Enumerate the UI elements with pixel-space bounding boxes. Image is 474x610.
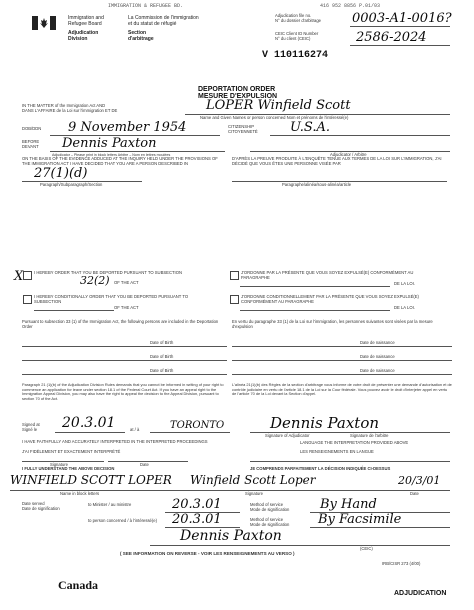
deported-checkbox[interactable] bbox=[23, 271, 32, 280]
to-minister-label: to Minister / au ministre bbox=[88, 502, 132, 507]
signed-label-fr: Signé le bbox=[22, 427, 38, 432]
understand-date-value: 20/3/01 bbox=[398, 474, 441, 487]
ceic-label-fr: N° du client (CEIC) bbox=[275, 36, 311, 41]
agency-en-2: Refugee Board bbox=[68, 21, 102, 27]
served-label: Date served bbox=[22, 501, 45, 506]
signed-place-value: TORONTO bbox=[170, 420, 225, 431]
officer-caption: (CEIC) bbox=[360, 546, 373, 551]
signed-at-label: at / à bbox=[130, 427, 140, 432]
interpreted-date-caption: Date bbox=[140, 462, 149, 467]
officer-value: Dennis Paxton bbox=[180, 528, 282, 544]
agency-fr-2: et du statut de réfugié bbox=[128, 21, 177, 27]
paragraph-value: 27(1)(d) bbox=[34, 166, 88, 181]
fax-header-right: 416 952 8856 P.01/03 bbox=[320, 3, 381, 9]
deported-fr-end: DE LA LOI. bbox=[394, 281, 415, 286]
ceic-value: 2586-2024 bbox=[356, 30, 427, 45]
deported-end: OF THE ACT bbox=[114, 280, 139, 285]
pursuant-fr: En vertu du paragraphe 33 (1) de la Loi sur l'immigration, les personnes suivantes sont visées par la mesure d'expulsion bbox=[232, 319, 433, 329]
deported-checkbox-fr[interactable] bbox=[230, 271, 239, 280]
method-label-1: Method of service bbox=[250, 502, 284, 507]
understand-date-caption: Date bbox=[410, 491, 419, 496]
ceic-label: CEIC Client ID Number bbox=[275, 31, 319, 36]
dep-dob-fr-2: Date de naissance bbox=[360, 354, 395, 359]
agency-en-1: Immigration and bbox=[68, 15, 104, 21]
understand-sig-caption: Signature bbox=[245, 491, 263, 496]
method-value-1: By Hand bbox=[320, 497, 377, 512]
canada-wordmark: Canada bbox=[58, 578, 99, 592]
dob-value: 9 November 1954 bbox=[68, 120, 187, 135]
citizenship-label: CITIZENSHIP bbox=[228, 124, 255, 129]
signed-signature-caption-fr: Signature de l'arbitre bbox=[350, 433, 389, 438]
paragraph-caption-fr: Paragraphe/alinéa/sous-alinéa/article bbox=[282, 182, 352, 187]
signed-signature-value: Dennis Paxton bbox=[270, 414, 380, 432]
before-label: BEFORE bbox=[22, 139, 40, 144]
basis-en: ON THE BASIS OF THE EVIDENCE ADDUCED AT THE INQUIRY HELD UNDER THE PROVISIONS OF THE IMMIGRATION ACT I HAVE DECIDED THAT YOU ARE A PERSON DESCRIBED IN bbox=[22, 156, 218, 166]
division-fr-1: Section bbox=[128, 30, 147, 36]
agency-fr-1: La Commission de l'immigration bbox=[128, 15, 199, 21]
signed-date-value: 20.3.01 bbox=[62, 415, 116, 431]
dob-label: DOB/DDN bbox=[22, 126, 42, 131]
interpreted-en: I HAVE FAITHFULLY AND ACCURATELY INTERPRETED IN THE INTERPRETED PROCEEDINGS bbox=[22, 439, 208, 444]
method-value-2: By Facsimile bbox=[318, 512, 402, 527]
title-fr: MESURE D'EXPULSION bbox=[198, 93, 278, 100]
dep-dob-3: Date of Birth bbox=[150, 368, 174, 373]
deported-checkbox-mark: X bbox=[14, 269, 24, 284]
dep-dob-fr-3: Date de naissance bbox=[360, 368, 395, 373]
form-code: IRB/CISR 273 (4/00) bbox=[382, 561, 421, 566]
conditional-checkbox-fr[interactable] bbox=[230, 295, 239, 304]
citizenship-label-fr: CITOYENNETÉ bbox=[228, 129, 258, 134]
serial-number: V 110116274 bbox=[262, 50, 329, 61]
before-value: Dennis Paxton bbox=[62, 136, 157, 151]
division-en-1: Adjudication bbox=[68, 30, 99, 36]
served-label-fr: Date de signification bbox=[22, 506, 60, 511]
matter-label-fr: DANS L'AFFAIRE de la Loi sur l'immigration ET DE bbox=[22, 108, 118, 113]
adjudication-footer: ADJUDICATION bbox=[394, 590, 447, 597]
before-label-fr: DEVANT bbox=[22, 144, 39, 149]
to-minister-value: 20.3.01 bbox=[172, 497, 222, 512]
fax-header-left: IMMIGRATION & REFUGEE BD. bbox=[108, 3, 184, 9]
interpreted-language-caption: LANGUAGE THE INTERPRETATION PROVIDED ABOVE bbox=[300, 440, 409, 445]
deported-text-en: I HEREBY ORDER THAT YOU BE DEPORTED PURSUANT TO SUBSECTION bbox=[34, 270, 182, 275]
paragraph-caption: Paragraph/Subparagraph/Section bbox=[40, 182, 103, 187]
interpreted-fr: J'AI FIDÈLEMENT ET EXACTEMENT INTERPRÉTÉ bbox=[22, 449, 121, 454]
deported-subsection-value: 32(2) bbox=[80, 274, 110, 287]
conditional-fr-end: DE LA LOI. bbox=[394, 305, 415, 310]
signed-signature-caption: Signature of Adjudicator bbox=[265, 433, 310, 438]
interpreted-language-caption-fr: LES RENSEIGNEMENTS EN LANGUE bbox=[300, 449, 374, 454]
pursuant-en: Pursuant to subsection 33 (1) of the Immigration Act, the following persons are included in the Deportation Order bbox=[22, 319, 219, 329]
dep-dob-1: Date of Birth bbox=[150, 340, 174, 345]
dep-dob-fr-1: Date de naissance bbox=[360, 340, 395, 345]
name-value: LOPER Winfield Scott bbox=[206, 98, 351, 113]
citizenship-value: U.S.A. bbox=[290, 120, 330, 135]
basis-fr: D'APRÈS LA PREUVE PRODUITE À L'ENQUÊTE TENUE AUX TERMES DE LA LOI SUR L'IMMIGRATION, J'AI DÉCIDÉ QUE VOUS ÊTES UNE PERSONNE VISÉE PAR bbox=[232, 156, 442, 166]
division-fr-2: d'arbitrage bbox=[128, 36, 154, 42]
to-person-label: to person concerned / à l'intéressé(e) bbox=[88, 518, 157, 523]
to-person-value: 20.3.01 bbox=[172, 512, 222, 527]
footer-note: ( SEE INFORMATION ON REVERSE - VOIR LES RENSEIGNEMENTS AU VERSO ) bbox=[120, 551, 295, 556]
understand-name-value: WINFIELD SCOTT LOPER bbox=[10, 473, 172, 487]
understand-sig-value: Winfield Scott Loper bbox=[190, 473, 316, 487]
adjudication-file-label-fr: N° du dossier d'arbitrage bbox=[275, 18, 322, 23]
conditional-text-en: I HEREBY CONDITIONALLY ORDER THAT YOU BE DEPORTED PURSUANT TO SUBSECTION bbox=[34, 294, 189, 304]
interpreted-sig-caption: Signature bbox=[50, 462, 68, 467]
before-caption: Adjudicator – Please print in block letters Arbitre – Nom en lettres moulées bbox=[52, 153, 171, 157]
name-caption: Name and Given Names or person concerned Nom et prénoms de l'intéressé(e) bbox=[200, 115, 349, 120]
conditional-checkbox[interactable] bbox=[23, 295, 32, 304]
understand-fr: JE COMPRENDS PARFAITEMENT LA DÉCISION INDIQUÉE CI-DESSUS bbox=[250, 466, 391, 471]
dep-dob-2: Date of Birth bbox=[150, 354, 174, 359]
appeal-fr: L'alinéa 21(1)(b) des Règles de la section d'arbitrage vous informe de votre droit de présenter une demande d'autorisation et de contrôle judiciaire en vertu de l'article 18.1 de la Loi sur la Cour fédérale. Vous pouvez avoir le droit d'interjeter appel en vertu de l'article 70 de la Loi devant la Section d'appel. bbox=[232, 382, 452, 397]
method-label-fr-1: Mode de signification bbox=[250, 507, 290, 512]
title-en: DEPORTATION ORDER bbox=[198, 86, 276, 93]
appeal-en: Paragraph 21 (1)(b) of the Adjudication Division Rules demands that you cannot be informed in writing of your right to commence an application for leave under section 18.1 of the Federal Court Act. If you have an appeal right to the Immigration Appeal Division, you may also have the right to appeal the decision to the Appeal Division, pursuant to section 70 of the Act. bbox=[22, 382, 224, 401]
division-en-2: Division bbox=[68, 36, 88, 42]
signed-label: Signed at bbox=[22, 422, 40, 427]
before-caption-right: Adjudicator / Arbitre bbox=[330, 152, 367, 157]
deported-text-fr: J'ORDONNE PAR LA PRÉSENTE QUE VOUS SOYEZ EXPULSÉ(E) CONFORMÉMENT AU PARAGRAPHE bbox=[241, 270, 414, 280]
method-label-2: Method of service bbox=[250, 517, 284, 522]
method-label-fr-2: Mode de signification bbox=[250, 522, 290, 527]
conditional-text-fr: J'ORDONNE CONDITIONNELLEMENT PAR LA PRÉSENTE QUE VOUS SOYEZ EXPULSÉ(E) CONFORMÉMENT AU PARAGRAPHE bbox=[241, 294, 419, 304]
understand-en: I FULLY UNDERSTAND THE ABOVE DECISION bbox=[22, 466, 115, 471]
matter-label-en: IN THE MATTER of the Immigration Act AND bbox=[22, 103, 106, 108]
canada-flag-icon bbox=[32, 16, 56, 30]
understand-name-caption: Name in block letters bbox=[60, 491, 100, 496]
conditional-end: OF THE ACT bbox=[114, 305, 139, 310]
adjudication-file-value: 0003-A1-0016? bbox=[352, 11, 452, 26]
adjudication-file-label: Adjudication file no. bbox=[275, 13, 312, 18]
